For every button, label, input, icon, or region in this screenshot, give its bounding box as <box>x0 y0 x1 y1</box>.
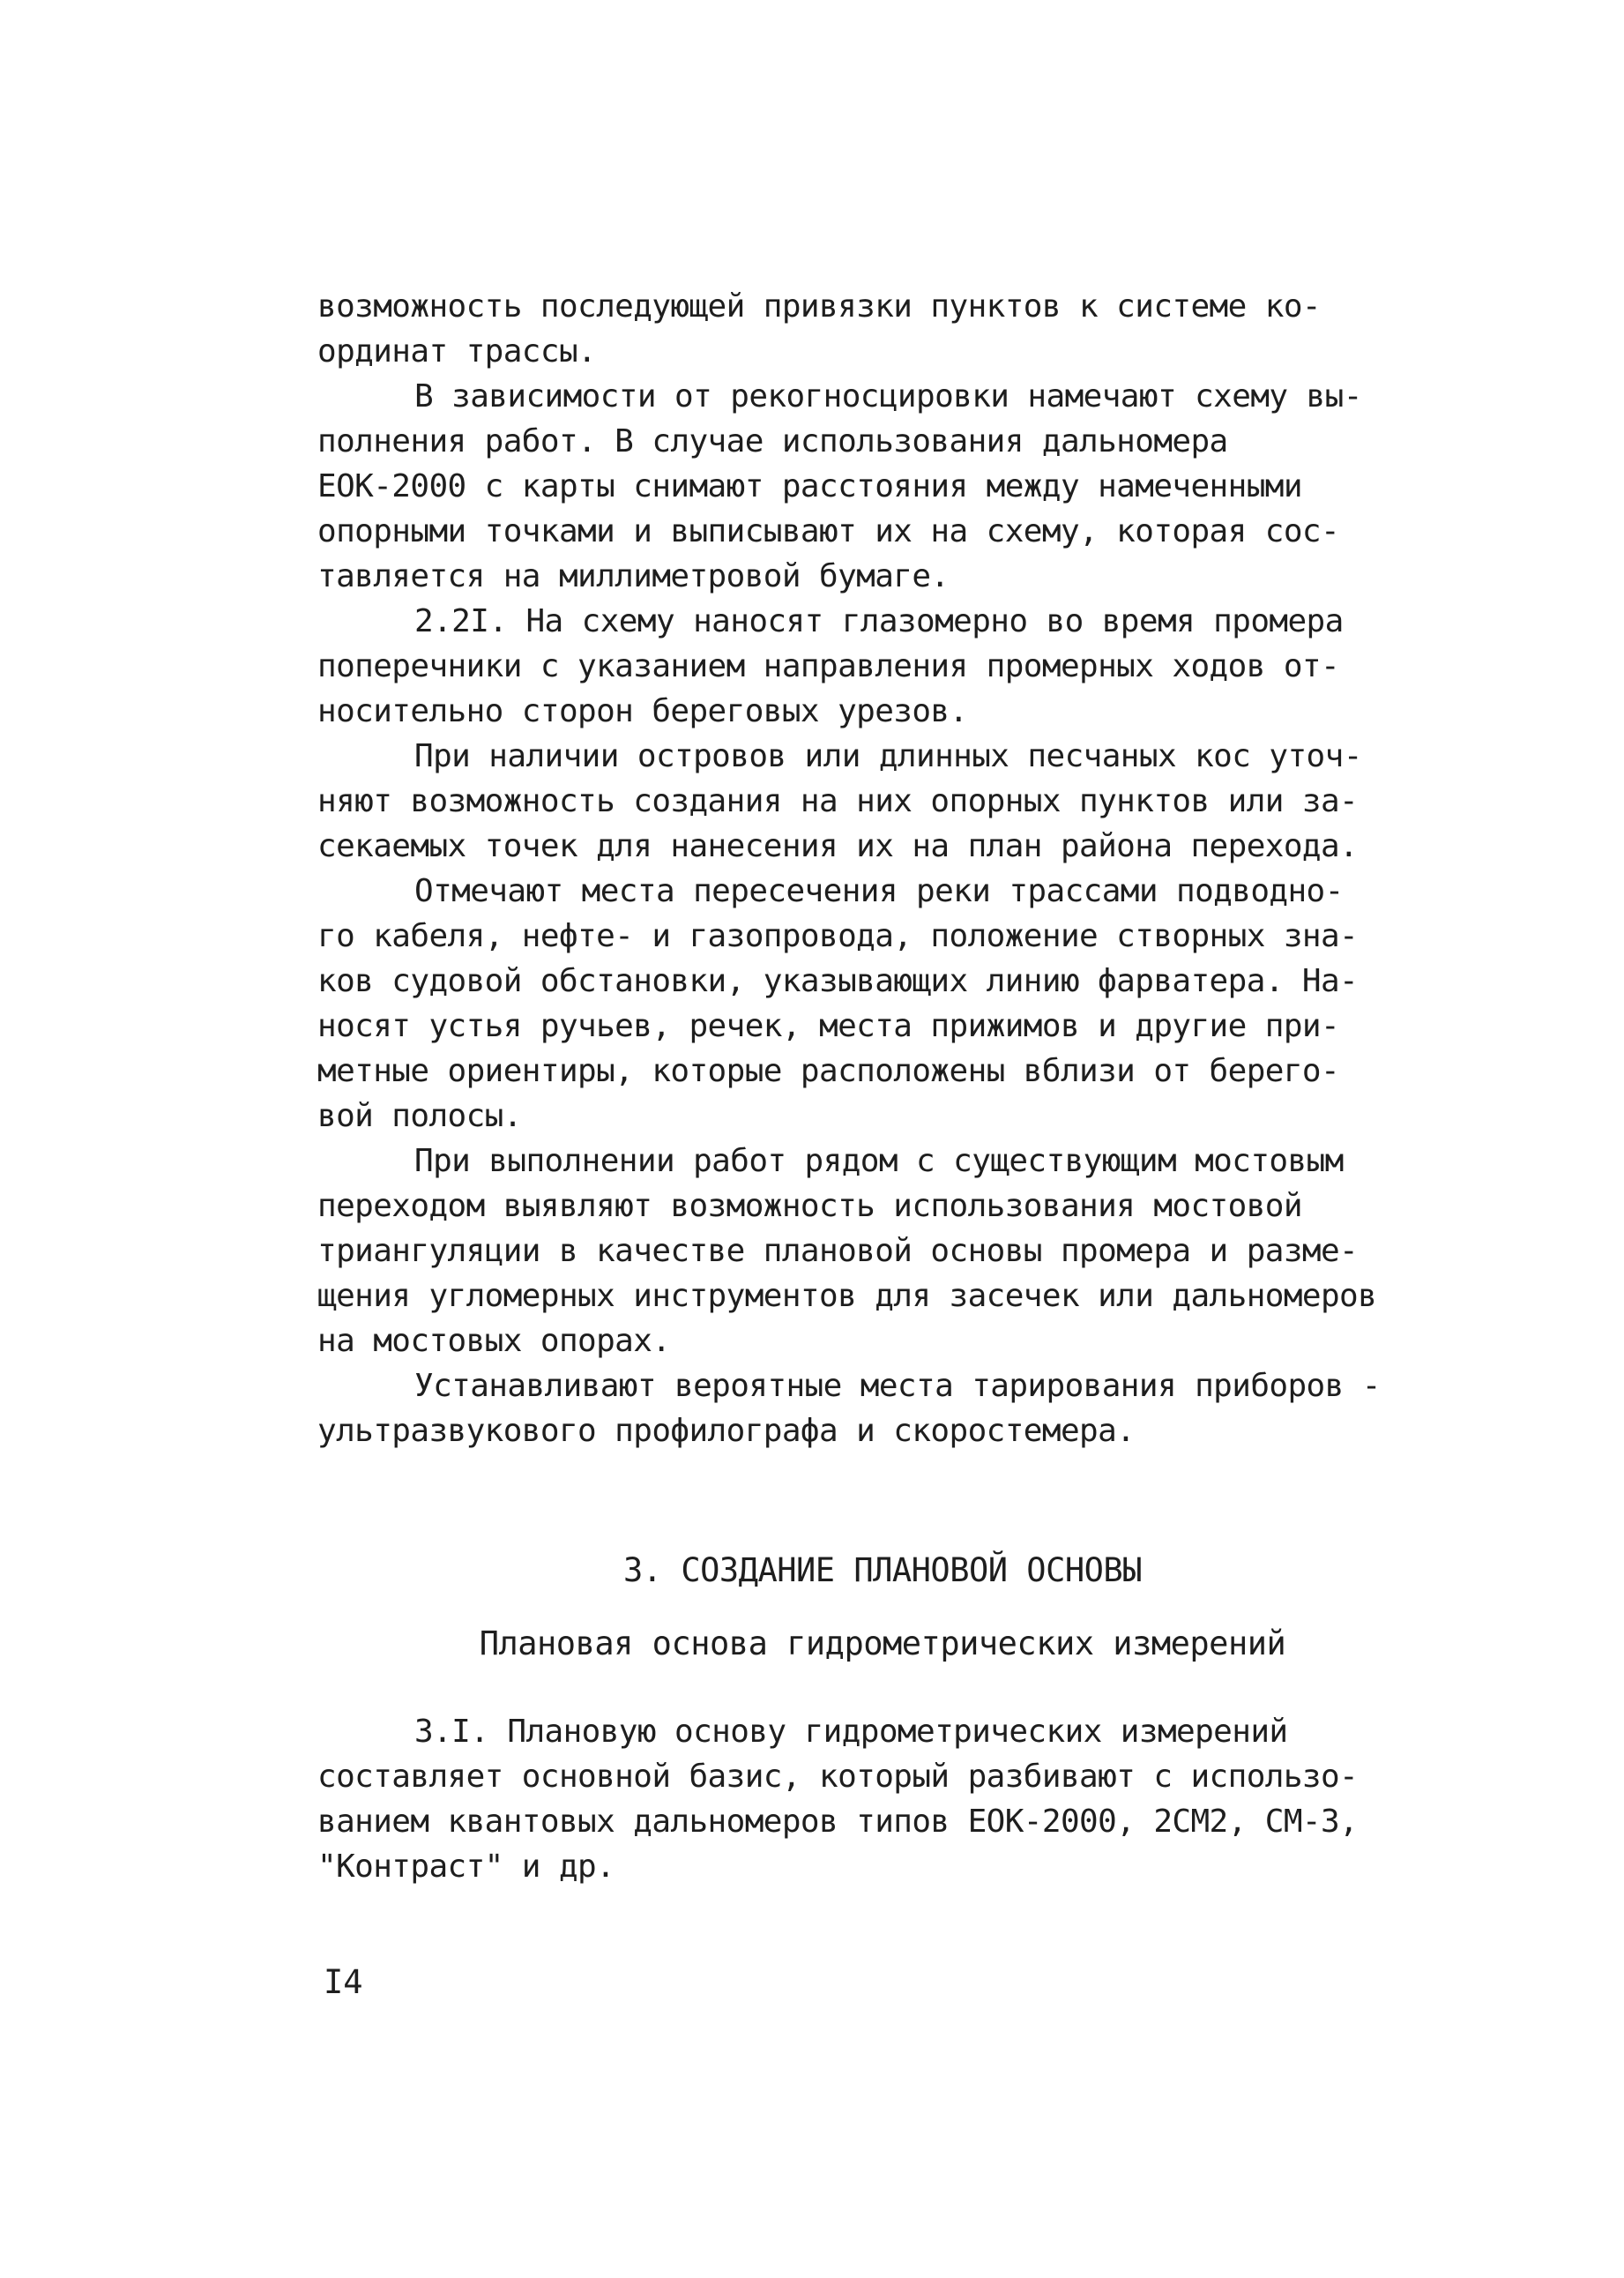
text-line: "Контраст" и др. <box>317 1849 615 1885</box>
page-number: I4 <box>324 1963 363 2001</box>
text-line: ванием квантовых дальномеров типов ЕОК-2000, 2СМ2, СМ-3, <box>317 1804 1359 1840</box>
subsection-heading: Плановая основа гидрометрических измерений <box>479 1624 1286 1662</box>
text-line: При наличии островов или длинных песчаных кос уточ- <box>414 738 1362 774</box>
text-line: При выполнении работ рядом с существующим мостовым <box>414 1143 1344 1179</box>
body-text-top <box>317 284 1411 1453</box>
text-line: тавляется на миллиметровой бумаге. <box>317 558 950 594</box>
text-line: щения угломерных инструментов для засечек или дальномеров <box>317 1278 1377 1314</box>
text-line: возможность последующей привязки пунктов к системе ко- <box>317 288 1321 325</box>
text-line: ков судовой обстановки, указывающих линию фарватера. На- <box>317 963 1359 999</box>
text-line: В зависимости от рекогносцировки намечают схему вы- <box>414 378 1362 415</box>
text-line: го кабеля, нефте- и газопровода, положение створных зна- <box>317 918 1359 954</box>
text-line: секаемых точек для нанесения их на план района перехода. <box>317 828 1359 864</box>
text-line: полнения работ. В случае использования дальномера <box>317 423 1228 459</box>
text-line: носят устья ручьев, речек, места прижимов и другие при- <box>317 1008 1340 1044</box>
text-line: носительно сторон береговых урезов. <box>317 693 968 729</box>
text-line: составляет основной базис, который разбивают с использо- <box>317 1759 1359 1795</box>
text-line: Устанавливают вероятные места тарирования приборов - <box>414 1368 1381 1404</box>
text-line: триангуляции в качестве плановой основы промера и разме- <box>317 1233 1359 1269</box>
section-heading: 3. СОЗДАНИЕ ПЛАНОВОЙ ОСНОВЫ <box>623 1551 1142 1589</box>
text-line: поперечники с указанием направления промерных ходов от- <box>317 648 1340 684</box>
text-line: переходом выявляют возможность использования мостовой <box>317 1188 1302 1224</box>
text-line: 3.I. Плановую основу гидрометрических измерений <box>414 1714 1288 1750</box>
text-line: ординат трассы. <box>317 333 597 370</box>
text-line: опорными точками и выписывают их на схему, которая сос- <box>317 513 1340 549</box>
text-line: на мостовых опорах. <box>317 1323 671 1359</box>
text-line: ЕОК-2000 с карты снимают расстояния между намеченными <box>317 468 1302 504</box>
text-line: Отмечают места пересечения реки трассами подводно- <box>414 873 1344 909</box>
text-line: ультразвукового профилографа и скоростемера. <box>317 1413 1136 1449</box>
body-text-section <box>317 1709 1411 1889</box>
text-line: вой полосы. <box>317 1098 522 1134</box>
text-line: няют возможность создания на них опорных пунктов или за- <box>317 783 1359 819</box>
text-line: метные ориентиры, которые расположены вблизи от берего- <box>317 1053 1340 1089</box>
text-line: 2.2I. На схему наносят глазомерно во время промера <box>414 603 1344 639</box>
